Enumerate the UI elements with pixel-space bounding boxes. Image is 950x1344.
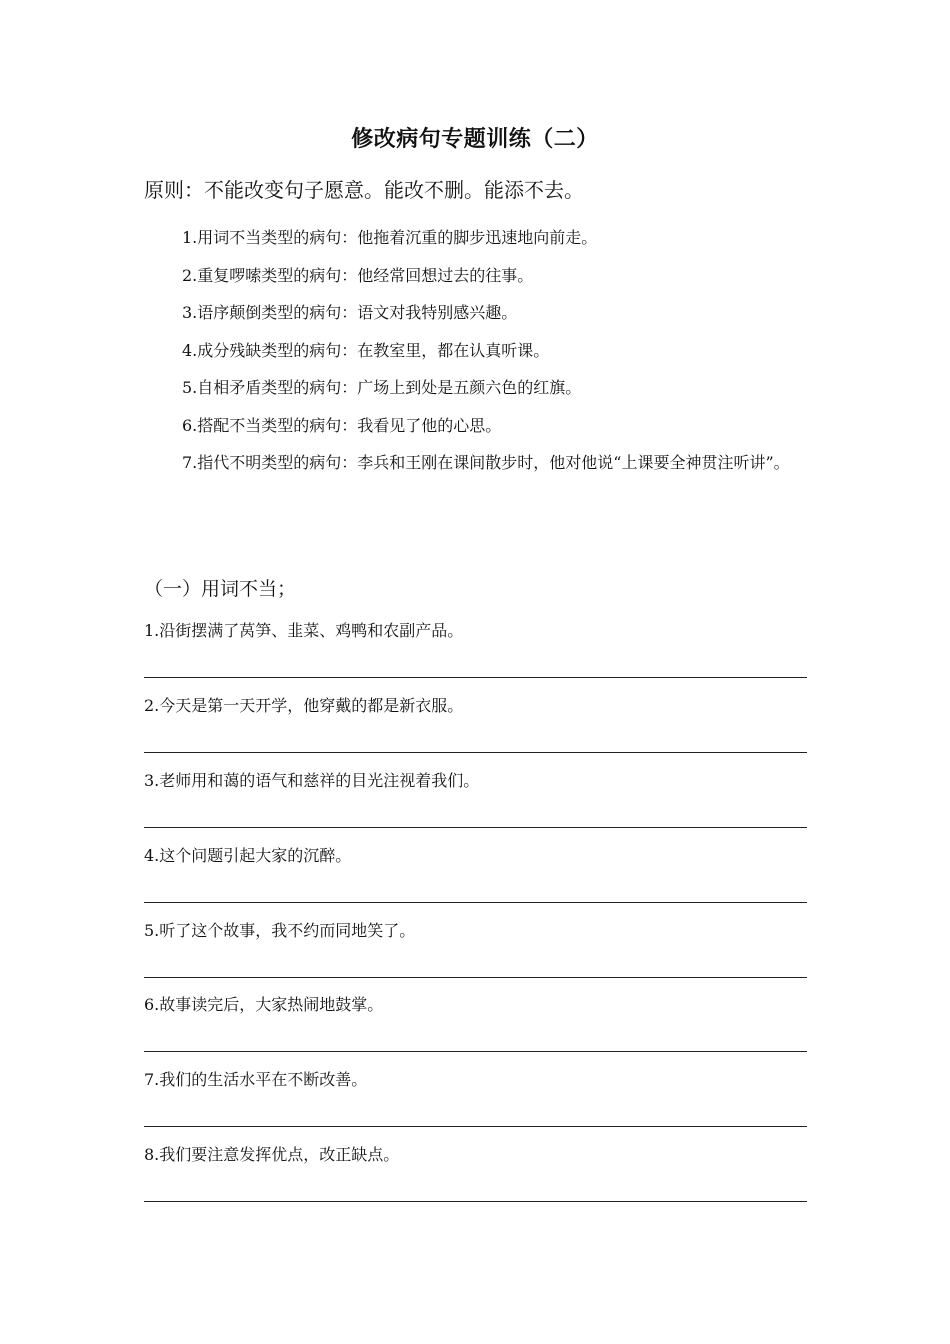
exercise-item (144, 837, 807, 912)
sentence-type-item: 3.语序颠倒类型的病句：语文对我特别感兴趣。 (182, 303, 518, 322)
exercise-sentence: 7.我们的生活水平在不断改善。 (144, 1070, 368, 1090)
exercise-item (144, 912, 807, 987)
principle-text: 原则：不能改变句子愿意。能改不删。能添不去。 (144, 178, 584, 202)
section-heading: （一）用词不当； (144, 578, 297, 600)
sentence-type-item: 6.搭配不当类型的病句：我看见了他的心思。 (182, 415, 502, 435)
exercise-item (144, 762, 807, 837)
sentence-type-item: 5.自相矛盾类型的病句：广场上到处是五颜六色的红旗。 (182, 378, 582, 397)
exercise-item (144, 687, 807, 762)
sentence-type-item: 4.成分残缺类型的病句：在教室里，都在认真听课。 (182, 340, 550, 360)
sentence-type-item: 2.重复啰嗦类型的病句：他经常回想过去的往事。 (182, 265, 534, 285)
exercise-sentence: 4.这个问题引起大家的沉醉。 (144, 845, 352, 865)
answer-line[interactable] (144, 1051, 807, 1052)
sentence-type-list (164, 219, 808, 482)
exercise-item (144, 1136, 807, 1211)
exercise-sentence: 6.故事读完后，大家热闹地鼓掌。 (144, 995, 384, 1015)
exercise-sentence: 3.老师用和蔼的语气和慈祥的目光注视着我们。 (144, 770, 480, 790)
exercise-item (144, 986, 807, 1061)
answer-line[interactable] (144, 827, 807, 828)
answer-line[interactable] (144, 1201, 807, 1202)
sentence-type-item: 1.用词不当类型的病句：他拖着沉重的脚步迅速地向前走。 (182, 228, 598, 247)
sentence-type-item: 7.指代不明类型的病句：李兵和王刚在课间散步时，他对他说“上课要全神贯注听讲”。 (182, 453, 790, 472)
exercise-list (144, 612, 807, 1211)
answer-line[interactable] (144, 752, 807, 753)
exercise-sentence: 1.沿街摆满了莴笋、韭菜、鸡鸭和农副产品。 (144, 621, 464, 640)
answer-line[interactable] (144, 902, 807, 903)
page-title: 修改病句专题训练（二） (351, 127, 599, 152)
answer-line[interactable] (144, 977, 807, 978)
exercise-item (144, 612, 807, 687)
answer-line[interactable] (144, 1126, 807, 1127)
exercise-sentence: 5.听了这个故事，我不约而同地笑了。 (144, 920, 416, 940)
exercise-sentence: 2.今天是第一天开学，他穿戴的都是新衣服。 (144, 695, 464, 715)
exercise-item (144, 1061, 807, 1136)
answer-line[interactable] (144, 677, 807, 678)
exercise-sentence: 8.我们要注意发挥优点，改正缺点。 (144, 1145, 400, 1165)
